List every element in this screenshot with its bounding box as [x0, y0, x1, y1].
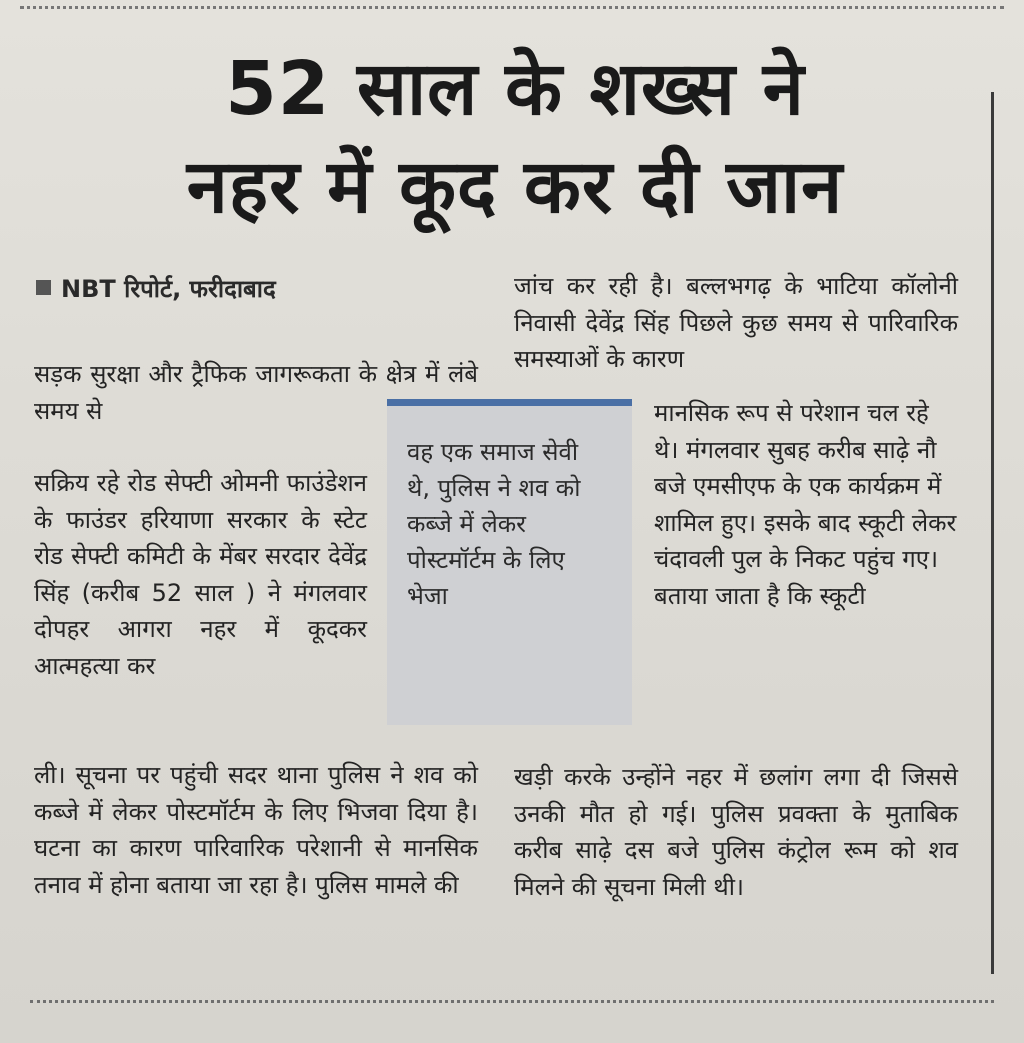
byline [36, 272, 276, 305]
byline-bullet-icon [36, 280, 51, 295]
byline-text: NBT रिपोर्ट, फरीदाबाद [61, 275, 276, 303]
pull-quote-box [387, 399, 632, 725]
headline [40, 40, 990, 236]
headline-line-2: नहर में कूद कर दी जान [186, 144, 844, 230]
top-dotted-rule [20, 6, 1004, 9]
article-paragraph: सड़क सुरक्षा और ट्रैफिक जागरूकता के क्षेत्र में लंबे समय से [34, 360, 478, 425]
article-column-2-top [514, 268, 958, 378]
article-paragraph: मानसिक रूप से परेशान चल रहे थे। मंगलवार सुबह करीब साढ़े नौ बजे एमसीएफ के एक कार्यक्रम में शामिल हुए। इसके बाद स्कूटी लेकर चंदावली पुल के निकट पहुंच गए। बताया जाता है कि स्कूटी [654, 399, 957, 610]
article-column-2-bottom [514, 759, 958, 905]
article-paragraph: सक्रिय रहे रोड सेफ्टी ओमनी फाउंडेशन के फाउंडर हरियाणा सरकार के स्टेट रोड सेफ्टी कमिटी के मेंबर सरदार देवेंद्र सिंह (करीब 52 साल ) ने मंगलवार दोपहर आगरा नहर में कूदकर आत्महत्या कर [34, 469, 367, 680]
article-column-2-middle [654, 395, 958, 615]
column-divider-rule [991, 92, 994, 974]
article-column-1-middle [34, 465, 367, 685]
pull-quote-text: वह एक समाज सेवी थे, पुलिस ने शव को कब्जे में लेकर पोस्टमॉर्टम के लिए भेजा [407, 438, 581, 610]
article-paragraph: खड़ी करके उन्होंने नहर में छलांग लगा दी जिससे उनकी मौत हो गई। पुलिस प्रवक्ता के मुताबिक करीब साढ़े दस बजे पुलिस कंट्रोल रूम को शव मिलने की सूचना मिली थी। [514, 763, 958, 901]
bottom-dotted-rule [30, 1000, 994, 1003]
article-paragraph: जांच कर रही है। बल्लभगढ़ के भाटिया कॉलोनी निवासी देवेंद्र सिंह पिछले कुछ समय से पारिवारिक समस्याओं के कारण [514, 272, 958, 374]
article-paragraph: ली। सूचना पर पहुंची सदर थाना पुलिस ने शव को कब्जे में लेकर पोस्टमॉर्टम के लिए भिजवा दिया है। घटना का कारण पारिवारिक परेशानी से मानसिक तनाव में होना बताया जा रहा है। पुलिस मामले की [34, 761, 478, 899]
headline-line-1: 52 साल के शख्स ने [225, 46, 805, 132]
article-column-1-bottom [34, 757, 478, 903]
